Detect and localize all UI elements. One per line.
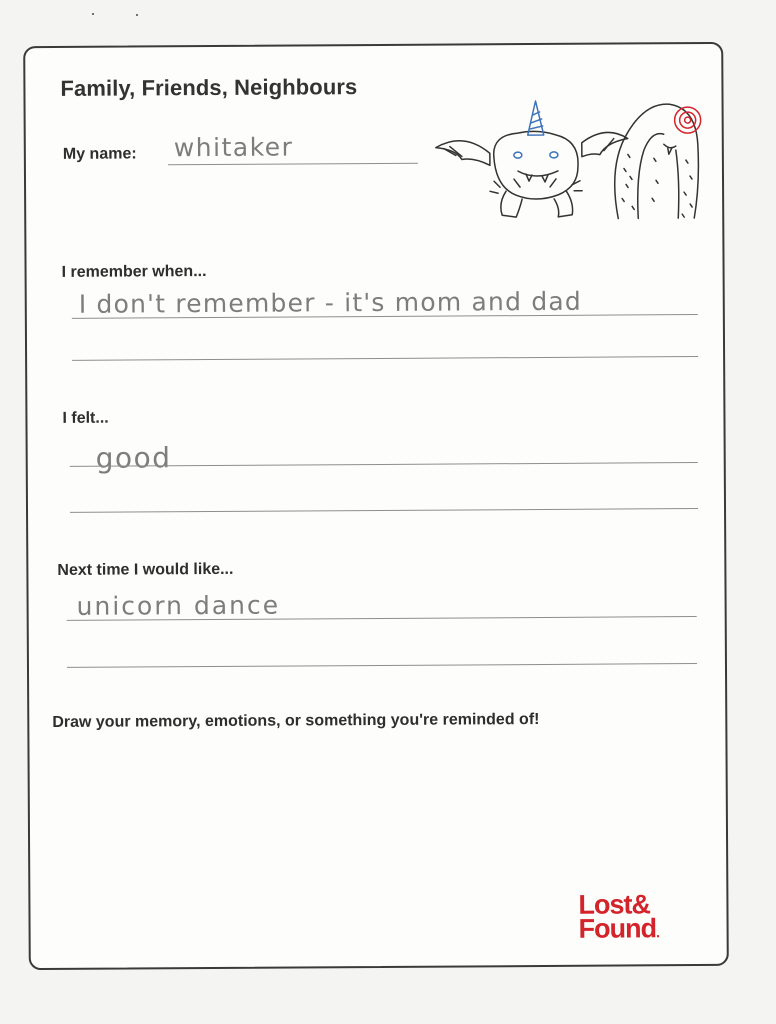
monsters-illustration [431,94,710,224]
unicorn-monster-icon [436,100,629,217]
logo-line-2 [578,913,660,944]
logo-dot: . [656,924,660,941]
remember-answer[interactable]: I don't remember - it's mom and dad [78,286,583,319]
logo-line-1: Lost& [578,889,651,920]
worksheet-card [23,42,729,970]
tall-monster-icon [614,104,701,219]
paper-speck [136,14,138,16]
paper-speck [92,13,94,15]
lost-and-found-logo [578,889,660,944]
felt-answer[interactable]: good [95,441,172,475]
draw-prompt: Draw your memory, emotions, or something you're reminded of! [52,711,540,731]
name-label: My name: [62,145,137,163]
remember-line-2 [72,356,698,361]
name-value[interactable]: whitaker [173,132,294,163]
name-line [168,163,418,166]
next-line-2 [67,663,697,668]
page-title: Family, Friends, Neighbours [60,74,358,101]
felt-line-2 [70,508,698,513]
logo-line-2-text: Found [578,913,657,944]
next-answer[interactable]: unicorn dance [76,590,281,621]
next-label: Next time I would like... [57,560,234,579]
felt-label: I felt... [62,409,109,427]
remember-label: I remember when... [61,263,207,281]
